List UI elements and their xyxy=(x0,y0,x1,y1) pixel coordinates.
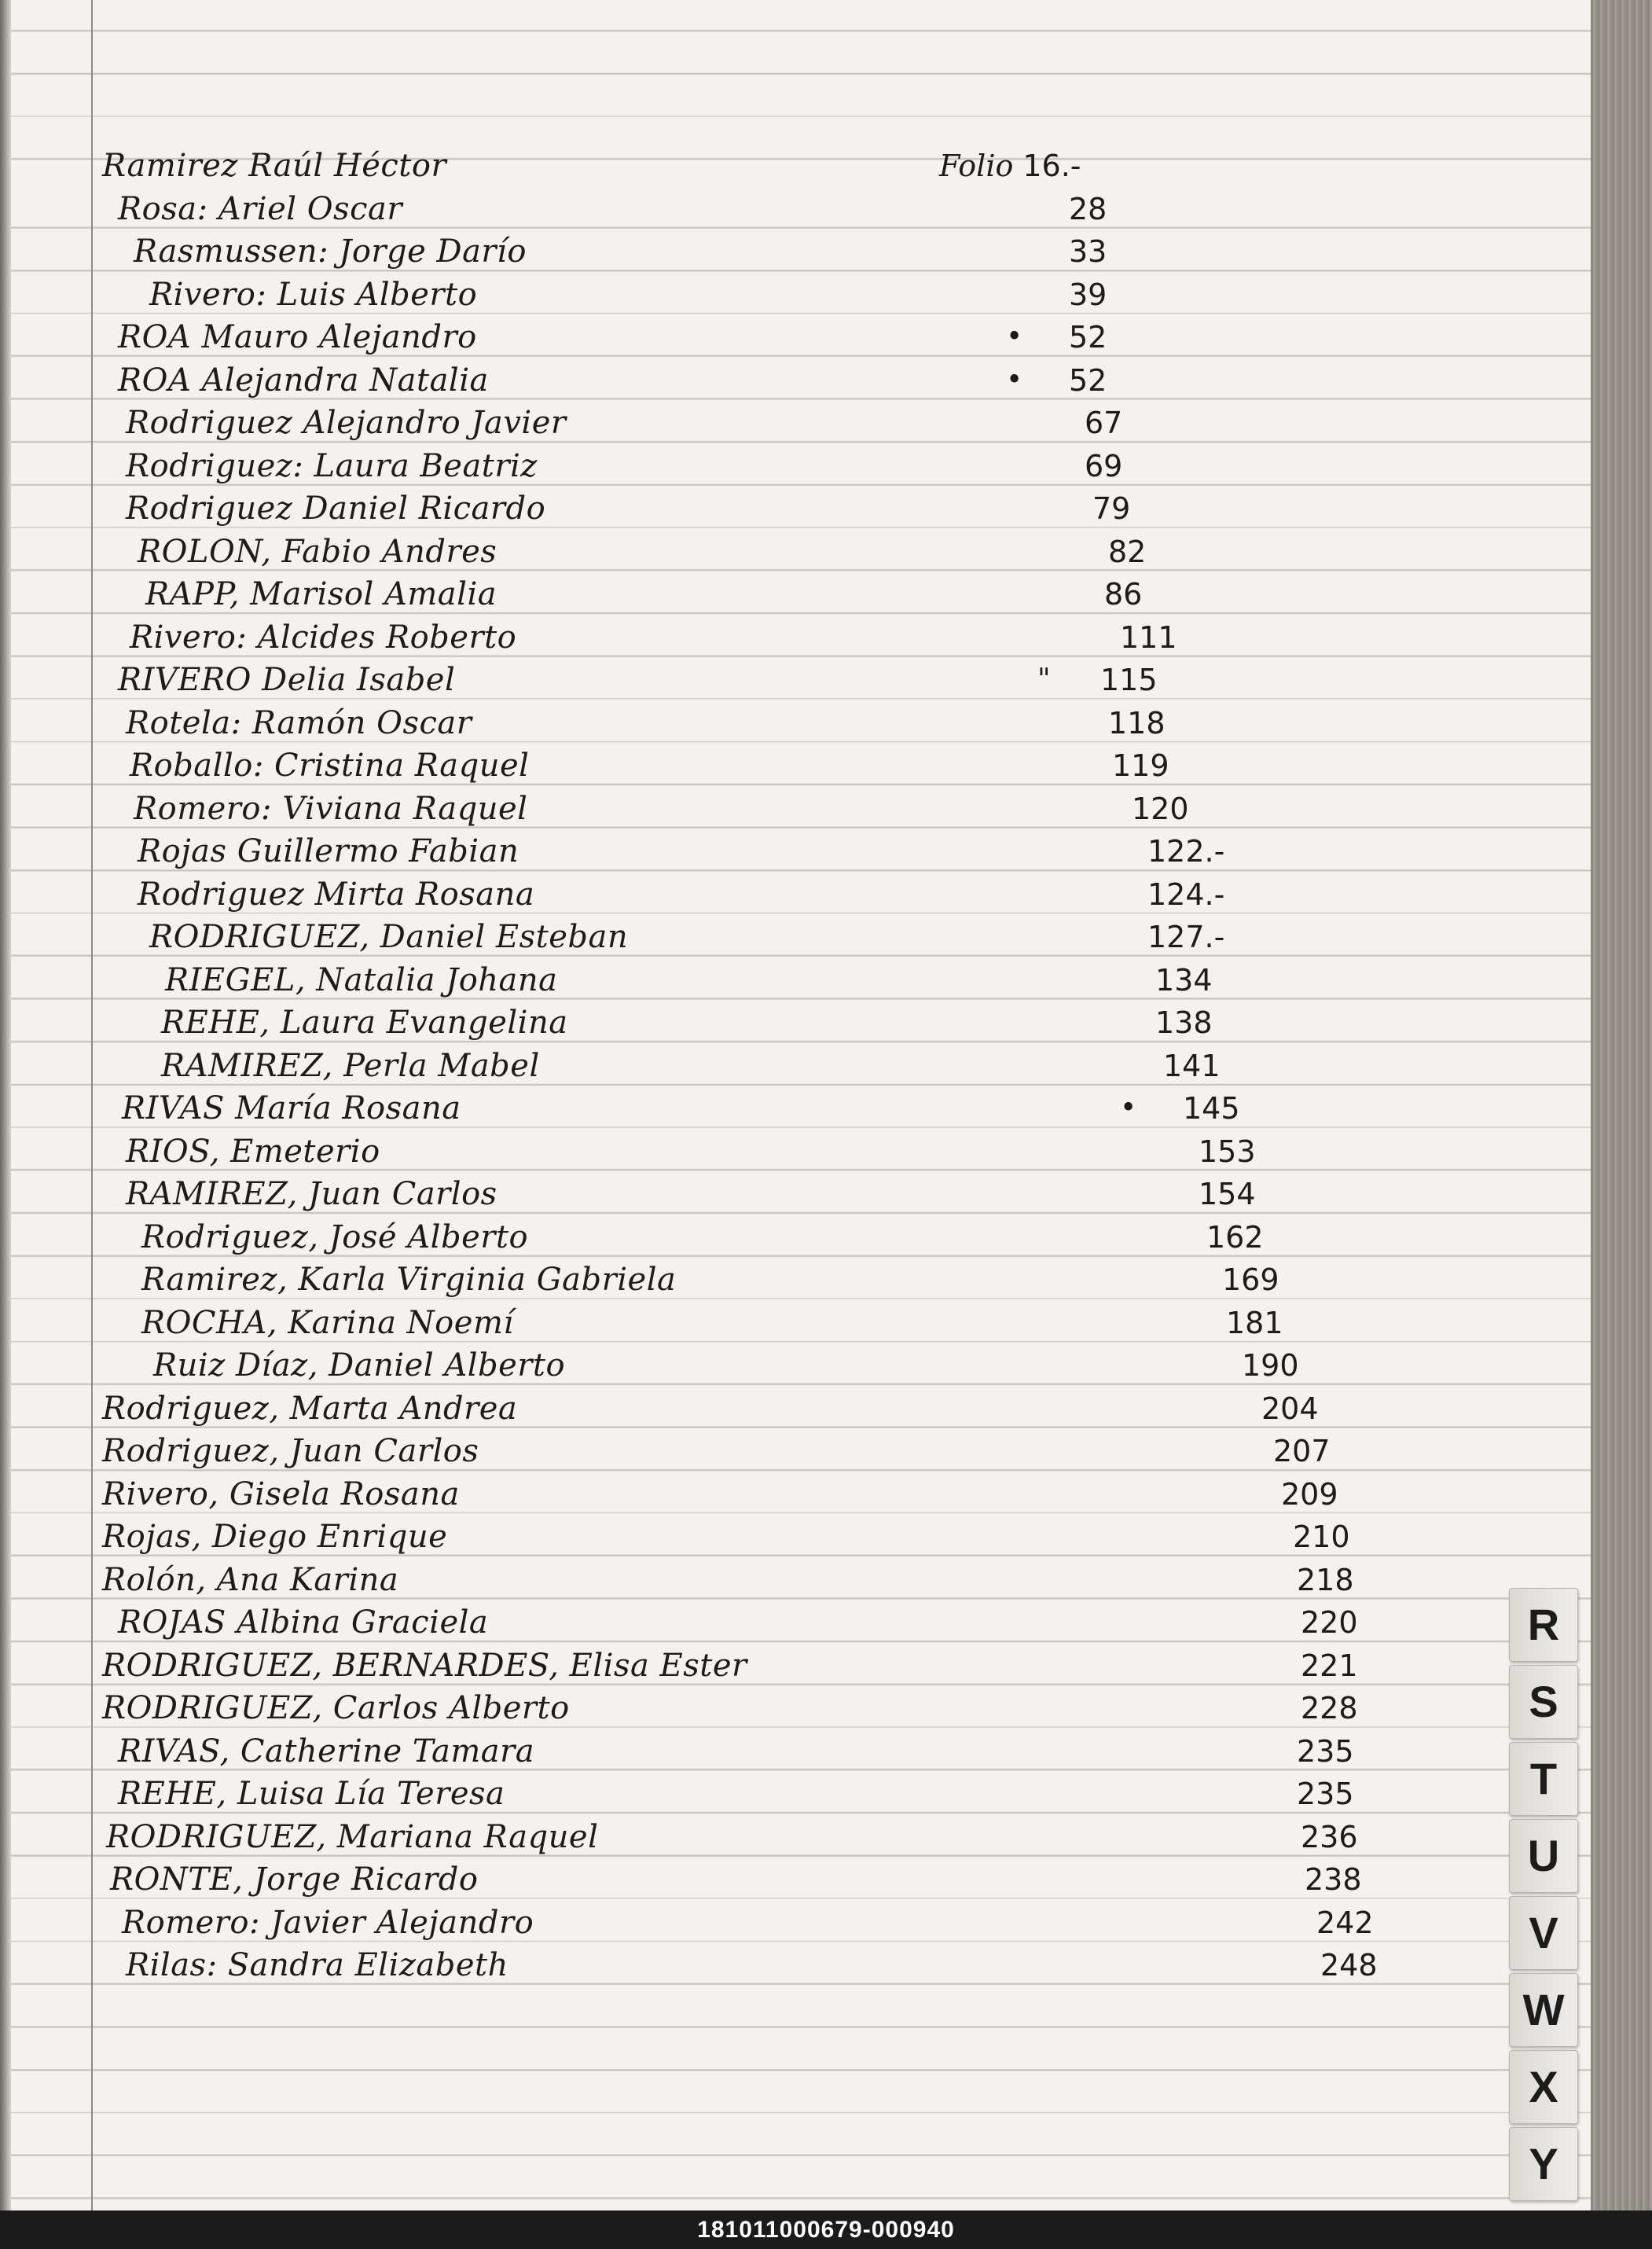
folio-value: 235 xyxy=(1297,1733,1354,1769)
folio-value: 119 xyxy=(1112,748,1169,783)
archive-id-label: 181011000679-000940 xyxy=(0,2210,1652,2249)
ledger-entry xyxy=(0,1732,1591,1771)
folio-value: 86 xyxy=(1104,577,1143,612)
ledger-entry xyxy=(0,1817,1591,1857)
ledger-entry xyxy=(0,1431,1591,1471)
folio-value: 79 xyxy=(1092,491,1131,526)
entry-folio-number xyxy=(1183,1089,1240,1128)
entry-name: Ruiz Díaz, Daniel Alberto xyxy=(153,1347,566,1384)
entry-name: Rivero: Alcides Roberto xyxy=(130,619,517,656)
entry-folio-number xyxy=(1206,1218,1264,1257)
entry-folio-number xyxy=(1155,961,1213,1000)
entry-folio-number xyxy=(1069,275,1107,314)
entry-name: ROJAS Albina Graciela xyxy=(118,1604,489,1641)
entry-folio-number xyxy=(1069,318,1107,357)
entry-folio-number xyxy=(1297,1774,1354,1814)
entry-name: ROLON, Fabio Andres xyxy=(138,533,497,570)
ledger-entry xyxy=(0,1346,1591,1385)
entry-name: Romero: Javier Alejandro xyxy=(122,1904,534,1941)
ledger-entry xyxy=(0,704,1591,743)
entry-folio-number xyxy=(1132,789,1189,829)
entry-name: RAPP, Marisol Amalia xyxy=(145,576,497,612)
entry-folio-number xyxy=(1108,704,1166,743)
entry-folio-number xyxy=(1147,917,1224,957)
entry-name: Rojas Guillermo Fabian xyxy=(138,833,519,869)
entry-name: Rodriguez Daniel Ricardo xyxy=(126,491,546,527)
folio-value: 52 xyxy=(1069,362,1107,398)
folio-value: 181 xyxy=(1226,1305,1283,1340)
entry-name: Rodriguez, Juan Carlos xyxy=(102,1433,479,1469)
ledger-entry xyxy=(0,1475,1591,1514)
folio-value: 141 xyxy=(1163,1048,1221,1083)
folio-value: 122.- xyxy=(1147,834,1225,869)
entry-folio-number xyxy=(1301,1603,1358,1642)
folio-value: 238 xyxy=(1305,1862,1362,1897)
folio-value: 118 xyxy=(1108,705,1166,740)
folio-value: 220 xyxy=(1301,1605,1358,1640)
ledger-entry xyxy=(0,1218,1591,1257)
folio-value: 169 xyxy=(1222,1262,1279,1297)
entry-name: RAMIREZ, Perla Mabel xyxy=(161,1047,540,1084)
entry-name: ROCHA, Karina Noemí xyxy=(141,1304,514,1341)
entry-name: REHE, Laura Evangelina xyxy=(161,1005,568,1041)
entry-folio-number xyxy=(1069,232,1107,271)
entry-folio-number xyxy=(939,146,1081,186)
ledger-entry xyxy=(0,1603,1591,1642)
entry-check-mark: • xyxy=(1006,321,1023,353)
folio-value: 33 xyxy=(1069,234,1107,269)
entry-folio-number xyxy=(1147,875,1224,914)
folio-value: 218 xyxy=(1297,1562,1354,1597)
folio-value: 115 xyxy=(1100,663,1158,697)
entry-folio-number xyxy=(1273,1431,1331,1471)
folio-value: 154 xyxy=(1199,1177,1256,1211)
entry-folio-number xyxy=(1293,1517,1350,1556)
entry-name: RIOS, Emeterio xyxy=(126,1133,380,1170)
ledger-entry xyxy=(0,917,1591,957)
folio-value: 242 xyxy=(1316,1905,1374,1940)
entry-name: Rivero: Luis Alberto xyxy=(149,276,478,313)
ledger-entry xyxy=(0,875,1591,914)
entry-name: RAMIREZ, Juan Carlos xyxy=(126,1176,497,1212)
ledger-entry xyxy=(0,1389,1591,1428)
ledger-entry xyxy=(0,1174,1591,1214)
entry-folio-number xyxy=(1112,746,1169,785)
entry-folio-number xyxy=(1199,1174,1256,1214)
ledger-entry xyxy=(0,1003,1591,1042)
alphabet-index-tabs xyxy=(1509,1588,1578,2217)
entry-folio-number xyxy=(1301,1646,1358,1685)
entry-name: Rasmussen: Jorge Darío xyxy=(134,233,527,270)
ledger-entry xyxy=(0,618,1591,657)
entry-folio-number xyxy=(1147,832,1224,871)
entry-folio-number xyxy=(1092,489,1130,528)
entry-name: RODRIGUEZ, Mariana Raquel xyxy=(106,1818,599,1855)
entry-name: Rolón, Ana Karina xyxy=(102,1561,399,1598)
entry-name: Rosa: Ariel Oscar xyxy=(118,190,402,227)
entry-folio-number xyxy=(1155,1003,1213,1042)
folio-value: 82 xyxy=(1108,534,1147,569)
entry-name: Rojas, Diego Enrique xyxy=(102,1519,448,1555)
ledger-entry xyxy=(0,1303,1591,1343)
entry-folio-number xyxy=(1085,446,1122,486)
ledger-entry xyxy=(0,746,1591,785)
entry-folio-number xyxy=(1108,532,1146,571)
entry-name: Ramirez, Karla Virginia Gabriela xyxy=(141,1262,677,1298)
ledger-entry xyxy=(0,446,1591,486)
entry-name: RODRIGUEZ, Daniel Esteban xyxy=(149,919,629,955)
ledger-entry xyxy=(0,489,1591,528)
entry-name: RIEGEL, Natalia Johana xyxy=(165,961,558,998)
entry-folio-number xyxy=(1163,1046,1221,1086)
ledger-entry xyxy=(0,1046,1591,1086)
folio-value: 145 xyxy=(1183,1091,1240,1126)
entry-name: Rodriguez, Marta Andrea xyxy=(102,1390,518,1427)
ledger-entry xyxy=(0,1260,1591,1299)
entry-folio-number xyxy=(1120,618,1177,657)
index-tab-x[interactable]: X xyxy=(1509,2050,1578,2124)
entry-folio-number xyxy=(1301,1689,1358,1728)
entry-name: RODRIGUEZ, Carlos Alberto xyxy=(102,1690,570,1726)
folio-value: 153 xyxy=(1199,1134,1256,1169)
entry-folio-number xyxy=(1085,403,1122,443)
folio-value: 111 xyxy=(1120,619,1177,655)
folio-value: 39 xyxy=(1069,277,1107,312)
folio-value: 120 xyxy=(1132,791,1189,826)
entry-folio-number xyxy=(1261,1389,1319,1428)
ledger-entry xyxy=(0,1132,1591,1171)
folio-value: 52 xyxy=(1069,320,1107,355)
folio-value: 67 xyxy=(1085,406,1123,440)
entry-name: Rodriguez: Laura Beatriz xyxy=(126,447,538,484)
entry-name: Romero: Viviana Raquel xyxy=(134,790,528,827)
folio-value: 236 xyxy=(1301,1819,1358,1854)
folio-label: Folio xyxy=(939,149,1014,183)
ledger-entry xyxy=(0,1946,1591,1985)
ledger-entry xyxy=(0,403,1591,443)
folio-value: 248 xyxy=(1320,1948,1378,1983)
entry-name: Roballo: Cristina Raquel xyxy=(130,748,530,784)
ledger-entry xyxy=(0,532,1591,571)
ledger-entry xyxy=(0,318,1591,357)
entry-folio-number xyxy=(1104,575,1142,614)
ledger-entry xyxy=(0,361,1591,400)
ledger-entry xyxy=(0,1517,1591,1556)
entry-folio-number xyxy=(1316,1903,1374,1942)
entry-name: RIVERO Delia Isabel xyxy=(118,662,456,698)
index-tab-t[interactable]: T xyxy=(1509,1742,1578,1816)
entry-name: REHE, Luisa Lía Teresa xyxy=(118,1776,505,1812)
entry-name: Ramirez Raúl Héctor xyxy=(102,148,447,184)
folio-value: 221 xyxy=(1301,1648,1358,1683)
folio-value: 127.- xyxy=(1147,920,1225,954)
folio-value: 16.- xyxy=(1022,149,1081,183)
entry-check-mark: • xyxy=(1006,363,1023,396)
entry-folio-number xyxy=(1320,1946,1378,1985)
entry-folio-number xyxy=(1069,189,1107,229)
entry-folio-number xyxy=(1281,1475,1338,1514)
entry-name: RIVAS, Catherine Tamara xyxy=(118,1733,535,1769)
folio-value: 209 xyxy=(1281,1476,1338,1512)
index-tab-s[interactable]: S xyxy=(1509,1665,1578,1739)
ledger-entry xyxy=(0,275,1591,314)
ledger-entry xyxy=(0,1646,1591,1685)
folio-value: 207 xyxy=(1273,1434,1331,1468)
entry-name: Rodriguez Alejandro Javier xyxy=(126,405,567,441)
ledger-entry xyxy=(0,1774,1591,1814)
entry-name: Rilas: Sandra Elizabeth xyxy=(126,1947,508,1983)
entry-check-mark: • xyxy=(1120,1092,1137,1124)
index-tab-y[interactable]: Y xyxy=(1509,2127,1578,2201)
index-tab-w[interactable]: W xyxy=(1509,1973,1578,2047)
ledger-entry xyxy=(0,1089,1591,1128)
entry-folio-number xyxy=(1222,1260,1279,1299)
entry-name: RIVAS María Rosana xyxy=(122,1090,461,1126)
entry-folio-number xyxy=(1301,1817,1358,1857)
folio-value: 134 xyxy=(1155,962,1213,998)
index-tab-v[interactable]: V xyxy=(1509,1896,1578,1970)
entry-folio-number xyxy=(1297,1732,1354,1771)
folio-value: 28 xyxy=(1069,191,1107,226)
index-tab-r[interactable]: R xyxy=(1509,1588,1578,1662)
folio-value: 210 xyxy=(1293,1520,1350,1554)
ledger-entry xyxy=(0,189,1591,229)
ledger-entry xyxy=(0,1560,1591,1600)
folio-value: 235 xyxy=(1297,1777,1354,1811)
entry-check-mark: " xyxy=(1037,663,1051,696)
entry-name: RODRIGUEZ, BERNARDES, Elisa Ester xyxy=(102,1647,747,1684)
ledger-entry xyxy=(0,832,1591,871)
folio-value: 124.- xyxy=(1147,876,1225,912)
book-spine xyxy=(1591,0,1652,2210)
ledger-entry xyxy=(0,1860,1591,1899)
folio-value: 69 xyxy=(1085,448,1123,483)
entry-folio-number xyxy=(1100,660,1158,700)
entry-folio-number xyxy=(1305,1860,1362,1899)
folio-value: 190 xyxy=(1242,1348,1299,1383)
ledger-entry xyxy=(0,146,1591,186)
folio-value: 162 xyxy=(1206,1219,1264,1255)
entry-name: Rotela: Ramón Oscar xyxy=(126,704,472,741)
ledger-entry xyxy=(0,660,1591,700)
folio-value: 138 xyxy=(1155,1005,1213,1040)
entry-name: ROA Alejandra Natalia xyxy=(118,362,489,399)
ledger-entry xyxy=(0,789,1591,829)
ledger-entry xyxy=(0,1689,1591,1728)
entry-name: Rivero, Gisela Rosana xyxy=(102,1475,460,1512)
folio-value: 204 xyxy=(1261,1391,1319,1426)
entry-folio-number xyxy=(1069,361,1107,400)
index-tab-u[interactable]: U xyxy=(1509,1819,1578,1893)
entry-folio-number xyxy=(1242,1346,1299,1385)
entry-folio-number xyxy=(1226,1303,1283,1343)
ledger-entry xyxy=(0,961,1591,1000)
entry-folio-number xyxy=(1297,1560,1354,1600)
entry-name: Rodriguez, José Alberto xyxy=(141,1218,529,1255)
ledger-entry xyxy=(0,232,1591,271)
entry-name: RONTE, Jorge Ricardo xyxy=(110,1861,479,1898)
ledger-entry xyxy=(0,1903,1591,1942)
folio-value: 228 xyxy=(1301,1691,1358,1725)
entry-name: ROA Mauro Alejandro xyxy=(118,319,477,355)
entry-folio-number xyxy=(1199,1132,1256,1171)
ledger-entry xyxy=(0,575,1591,614)
entry-name: Rodriguez Mirta Rosana xyxy=(138,876,535,913)
